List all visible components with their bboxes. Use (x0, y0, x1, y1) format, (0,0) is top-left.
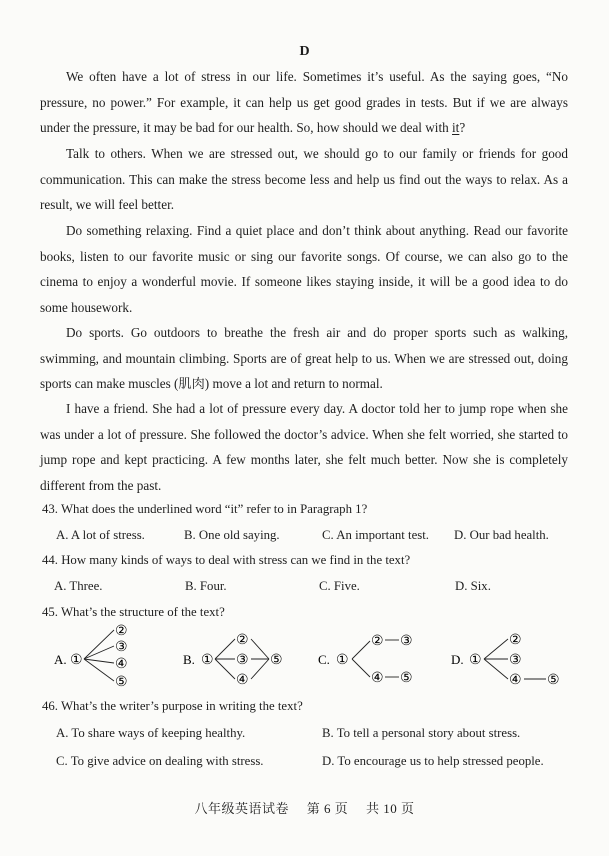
q45-d-node-1: ① (469, 653, 482, 668)
q45-b-node-4: ④ (236, 673, 249, 688)
q45-c-node-5: ⑤ (400, 671, 413, 686)
q45-c-node-4: ④ (371, 671, 384, 686)
q45-c-node-2: ② (371, 634, 384, 649)
q44-option-d[interactable]: D. Six. (455, 579, 491, 593)
q45-a-letter: A. (54, 652, 67, 667)
paragraph-5 (40, 396, 568, 498)
q45-c-letter: C. (318, 652, 330, 667)
paragraph-2-text: Talk to others. When we are stressed out, we should go to our family or friends for good communication. This can make the stress become less and help us find out the ways to relax. As a result, we will feel better. (40, 146, 568, 213)
question-44: 44. How many kinds of ways to deal with stress can we find in the text? (42, 553, 411, 567)
question-43: 43. What does the underlined word “it” refer to in Paragraph 1? (42, 502, 368, 516)
paragraph-1 (40, 64, 568, 141)
question-45: 45. What’s the structure of the text? (42, 605, 225, 619)
q44-option-b[interactable]: B. Four. (185, 579, 227, 593)
footer-page-number: 第 6 页 (306, 801, 349, 816)
q46-option-c[interactable]: C. To give advice on dealing with stress. (56, 754, 264, 768)
q45-d-node-2: ② (509, 633, 522, 648)
q46-option-a[interactable]: A. To share ways of keeping healthy. (56, 726, 246, 740)
q45-a-node-3: ③ (115, 640, 128, 655)
q44-option-c[interactable]: C. Five. (319, 579, 360, 593)
q45-b-letter: B. (183, 652, 195, 667)
q46-option-d[interactable]: D. To encourage us to help stressed people. (322, 754, 544, 768)
q45-a-node-2: ② (115, 624, 128, 639)
q45-a-node-5: ⑤ (115, 675, 128, 690)
q45-b-node-1: ① (201, 653, 214, 668)
footer-page-total: 共 10 页 (366, 801, 415, 816)
q45-b-node-5: ⑤ (270, 653, 283, 668)
q45-a-node-1: ① (70, 653, 83, 668)
question-46: 46. What’s the writer’s purpose in writing the text? (42, 699, 303, 713)
q43-option-c[interactable]: C. An important test. (322, 528, 429, 542)
q45-option-c[interactable] (318, 619, 428, 696)
q45-option-d[interactable] (451, 619, 571, 696)
underlined-word-it: it (452, 120, 460, 136)
q45-c-node-3: ③ (400, 634, 413, 649)
q45-d-letter: D. (451, 652, 464, 667)
q43-option-a[interactable]: A. A lot of stress. (56, 528, 145, 542)
q45-d-node-4: ④ (509, 673, 522, 688)
q45-b-node-2: ② (236, 633, 249, 648)
q45-d-node-3: ③ (509, 653, 522, 668)
q44-option-a[interactable]: A. Three. (54, 579, 103, 593)
q43-option-b[interactable]: B. One old saying. (184, 528, 280, 542)
q45-option-a[interactable] (54, 619, 144, 696)
footer-exam-title: 八年级英语试卷 (194, 801, 289, 816)
paragraph-4 (40, 320, 568, 397)
paragraph-3 (40, 218, 568, 320)
paragraph-4-text: Do sports. Go outdoors to breathe the fresh air and do proper sports such as walking, swimming, and mountain climbing. Sports are of great help to us. When we are stressed out, doing sports can make muscles (肌肉) move a lot and return to normal. (40, 325, 568, 392)
paragraph-5-text: I have a friend. She had a lot of pressure every day. A doctor told her to jump rope when she was under a lot of pressure. She followed the doctor’s advice. When she felt worried, she started to jump rope and kept practicing. A few months later, she felt much better. Now she is completely different from the past. (40, 401, 568, 493)
q45-option-b[interactable] (183, 619, 303, 696)
paragraph-1-end: ? (459, 120, 466, 136)
q43-option-d[interactable]: D. Our bad health. (454, 528, 549, 542)
paragraph-3-text: Do something relaxing. Find a quiet place and don’t think about anything. Read our favorite books, listen to our favorite music or sing our favorite songs. Of course, we can also go to the cinema to enjoy a wonderful movie. If someone likes staying inside, it will be a good idea to do some housework. (40, 223, 568, 315)
q46-option-b[interactable]: B. To tell a personal story about stress. (322, 726, 521, 740)
section-title: D (299, 44, 310, 59)
q45-b-node-3: ③ (236, 653, 249, 668)
page-footer (0, 798, 609, 817)
paragraph-2 (40, 141, 568, 218)
q45-d-node-5: ⑤ (547, 673, 560, 688)
q45-a-node-4: ④ (115, 657, 128, 672)
paragraph-1-text: We often have a lot of stress in our life. Sometimes it’s useful. As the saying goes, “No pressure, no power.” For example, it can help us get good grades in tests. But if we are always under the pressure, it may be bad for our health. So, how should we deal with (40, 69, 568, 136)
q45-c-node-1: ① (336, 653, 349, 668)
